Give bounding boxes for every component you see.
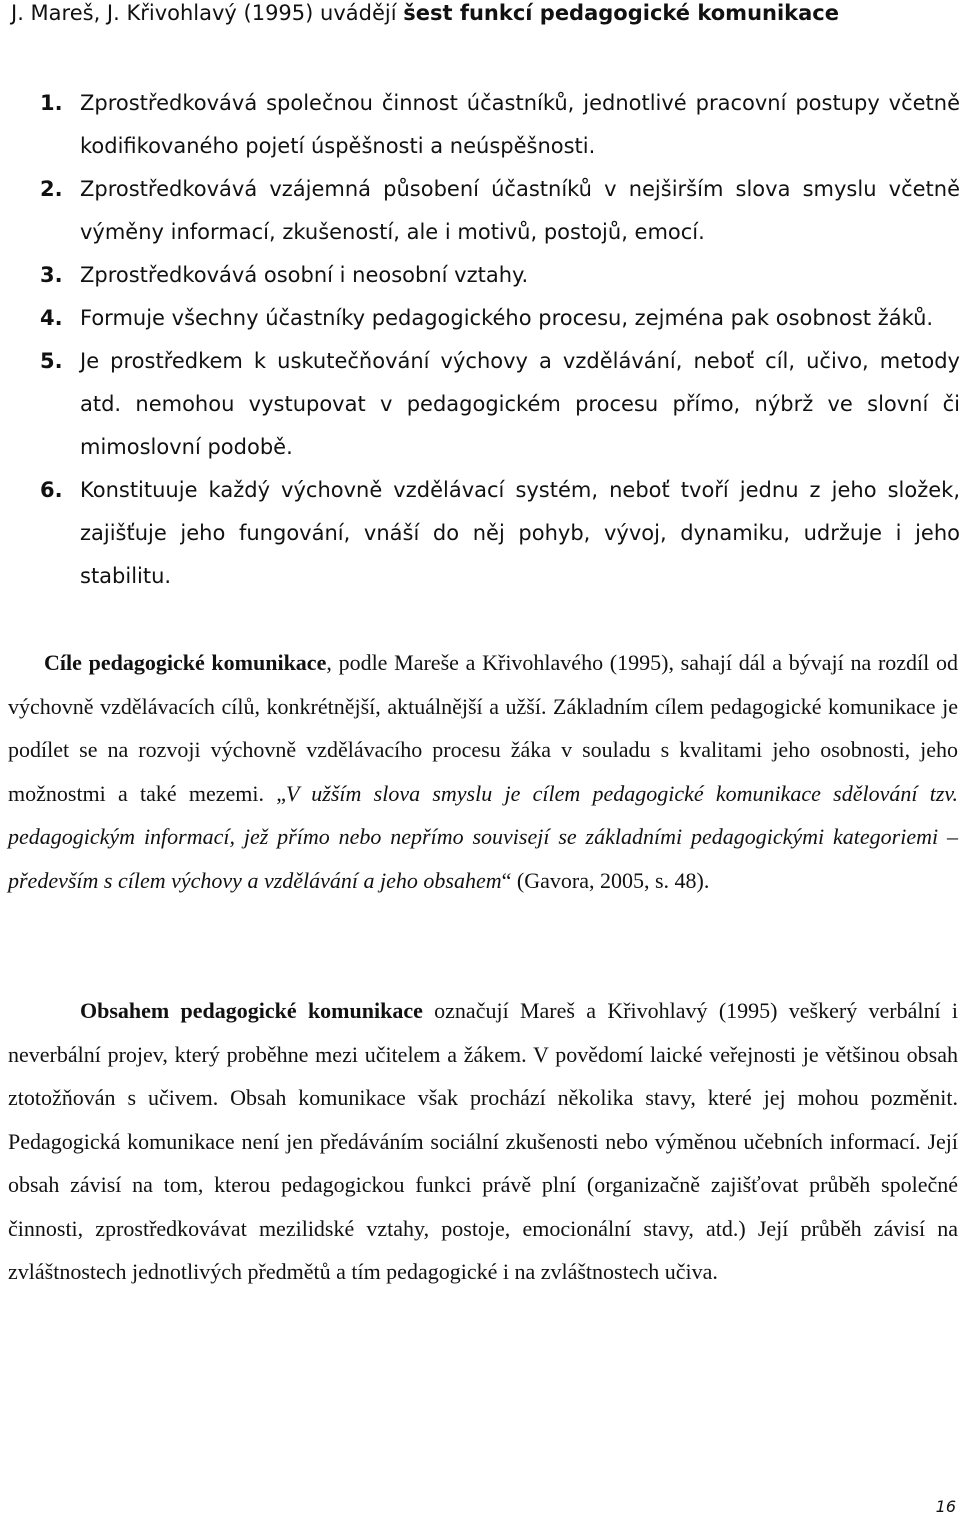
content-paragraph: [8, 989, 958, 1294]
item-text: Je prostředkem k uskutečňování výchovy a vzdělávání, neboť cíl, učivo, metody atd. nemohou vystupovat v pedagogickém procesu přímo, nýbrž ve slovní či mimoslovní podobě.: [80, 349, 960, 459]
goals-text: , podle Mareše a Křivohlavého (1995), sahají dál a bývají na rozdíl od výchovně vzdělávacích cílů, konkrétnější, aktuálnější a užší. Základním cílem pedagogické komunikace je podílet se na rozvoji výchovně vzdělávacího procesu žáka v souladu s kvalitami jeho osobnosti, jeho možnostmi a také mezemi. „: [8, 650, 958, 806]
list-item: [40, 340, 960, 469]
goals-quote: V užším slova smyslu je cílem pedagogické komunikace sdělování tzv. pedagogickým informací, jež přímo nebo nepřímo souvisejí se základními pedagogickými kategoriemi – především s cílem výchovy a vzdělávání a jeho obsahem: [8, 780, 959, 893]
item-text: Zprostředkovává osobní i neosobní vztahy.: [80, 263, 529, 287]
intro-heading: [11, 0, 839, 26]
item-number: 6.: [40, 478, 63, 502]
item-text: Zprostředkovává společnou činnost účastníků, jednotlivé pracovní postupy včetně kodifikovaného pojetí úspěšnosti a neúspěšnosti.: [80, 91, 960, 158]
list-item: [40, 254, 960, 297]
intro-emphasis: šest funkcí pedagogické komunikace: [403, 1, 839, 25]
list-item: [40, 297, 960, 340]
item-number: 1.: [40, 91, 63, 115]
goals-heading: Cíle pedagogické komunikace: [44, 650, 327, 675]
functions-list: [40, 82, 960, 598]
item-number: 3.: [40, 263, 63, 287]
item-number: 4.: [40, 306, 63, 330]
item-text: Zprostředkovává vzájemná působení účastníků v nejširším slova smyslu včetně výměny informací, zkušeností, ale i motivů, postojů, emocí.: [80, 177, 960, 244]
goals-paragraph: [8, 641, 958, 902]
item-number: 2.: [40, 177, 63, 201]
content-heading: Obsahem pedagogické komunikace: [80, 998, 423, 1023]
item-text: Konstituuje každý výchovně vzdělávací systém, neboť tvoří jednu z jeho složek, zajišťuje jeho fungování, vnáší do něj pohyb, vývoj, dynamiku, udržuje i jeho stabilitu.: [80, 478, 960, 588]
goals-citation: “ (Gavora, 2005, s. 48).: [501, 867, 710, 893]
item-text: Formuje všechny účastníky pedagogického procesu, zejména pak osobnost žáků.: [80, 306, 934, 330]
page-number: 16: [935, 1497, 956, 1516]
content-text: označují Mareš a Křivohlavý (1995) veškerý verbální i neverbální projev, který proběhne mezi učitelem a žákem. V povědomí laické veřejnosti je většinou obsah ztotožňován s učivem. Obsah komunikace však prochází několika stavy, které jej mohou pozměnit. Pedagogická komunikace není jen předáváním sociální zkušenosti nebo výměnou učebních informací. Její obsah závisí na tom, kterou pedagogickou funkci právě plní (organizačně zajišťovat průběh společné činnosti, zprostředkovávat mezilidské vztahy, postoje, emocionální stavy, atd.) Její průběh závisí na zvláštnostech jednotlivých předmětů a tím pedagogické i na zvláštnostech učiva.: [8, 998, 958, 1284]
item-number: 5.: [40, 349, 63, 373]
list-item: [40, 82, 960, 168]
list-item: [40, 469, 960, 598]
list-item: [40, 168, 960, 254]
intro-lead: J. Mareš, J. Křivohlavý (1995) uvádějí: [11, 1, 404, 25]
